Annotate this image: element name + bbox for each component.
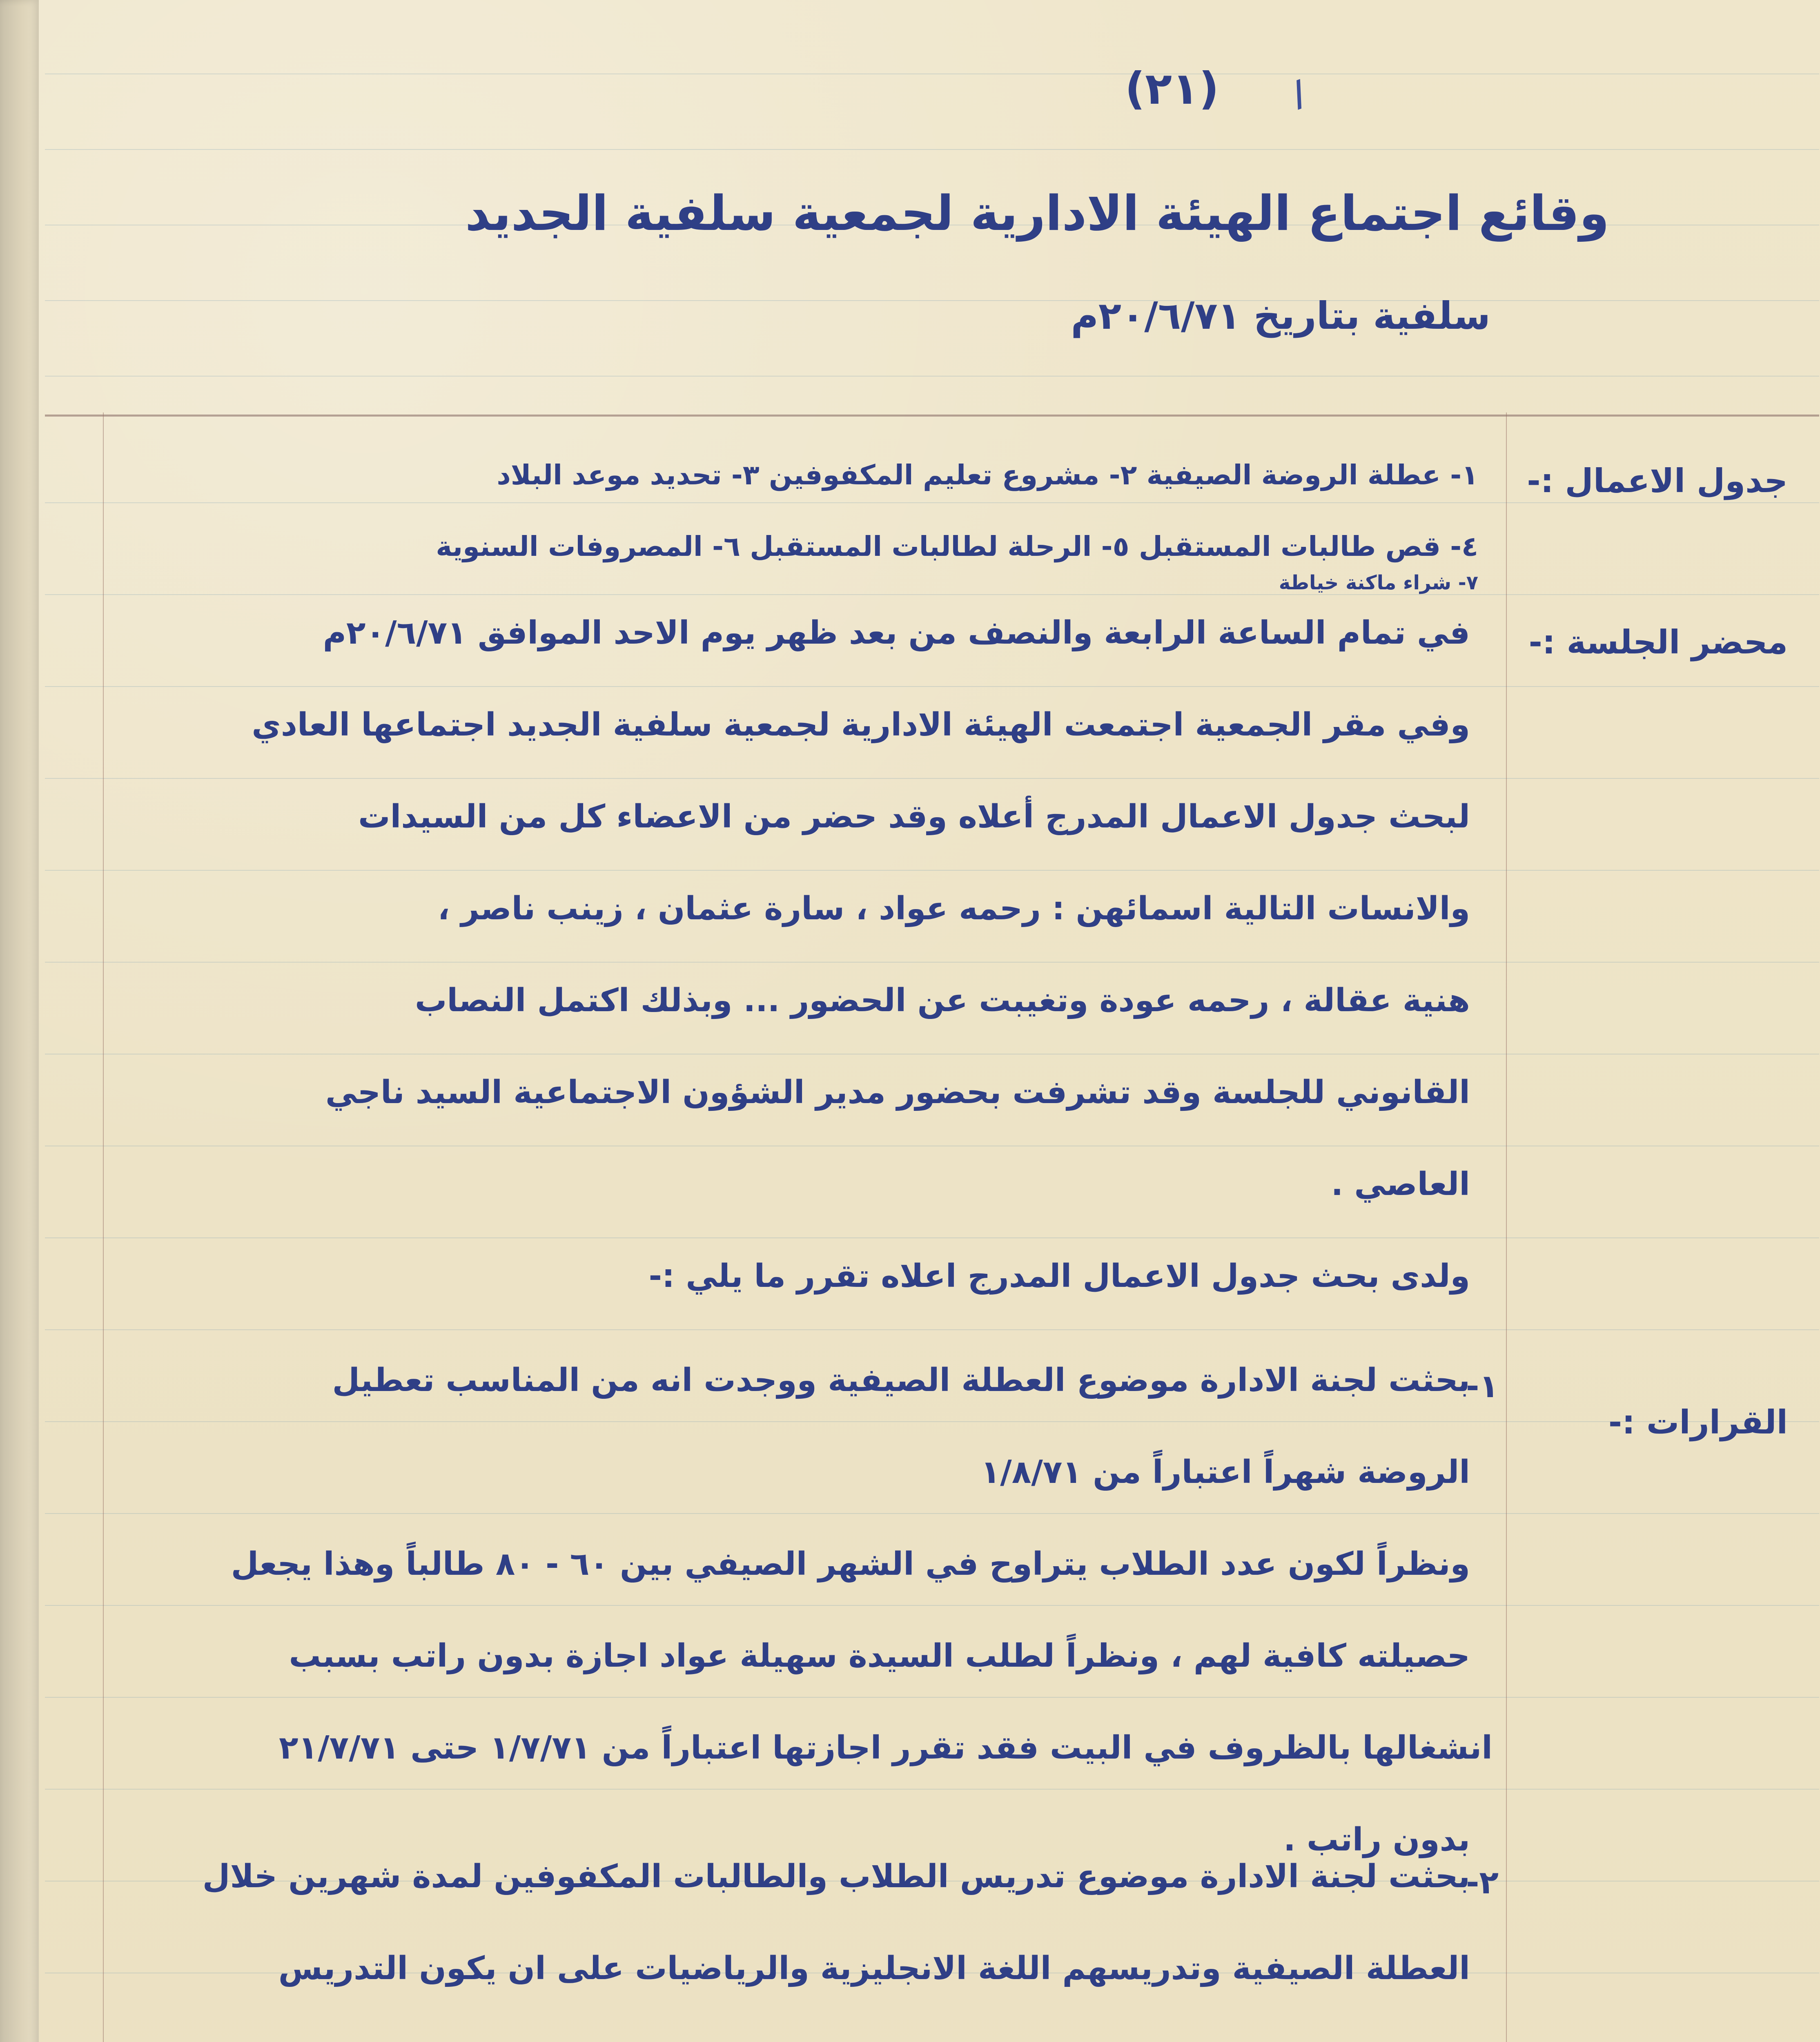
meeting-date: سلفية بتاريخ ٢٠/٦/٧١م — [1071, 294, 1490, 338]
ruled-line — [45, 962, 1819, 963]
ruled-line — [45, 149, 1819, 150]
ink-stroke-mark: / — [1286, 72, 1312, 115]
minutes-line: وفي مقر الجمعية اجتمعت الهيئة الادارية لجمعية سلفية الجديد اجتماعها العادي — [252, 707, 1470, 743]
decision-line: انشغالها بالظروف في البيت فقد تقرر اجازتها اعتباراً من ١/٧/٧١ حتى ٢١/٧/٧١ — [278, 1730, 1493, 1766]
ruled-line — [45, 300, 1819, 301]
decision-line: بدون راتب . — [1283, 1821, 1470, 1858]
right-margin-line — [1506, 412, 1507, 2042]
minutes-line: هنية عقالة ، رحمه عودة وتغيبت عن الحضور ... وبذلك اكتمل النصاب — [415, 982, 1470, 1019]
ruled-line — [45, 376, 1819, 377]
agenda-line: ٤- قص طالبات المستقبل ٥- الرحلة لطالبات المستقبل ٦- المصروفات السنوية — [436, 531, 1478, 562]
ruled-line — [45, 502, 1819, 503]
minutes-line: لبحث جدول الاعمال المدرج أعلاه وقد حضر من الاعضاء كل من السيدات — [358, 798, 1470, 835]
agenda-label: جدول الاعمال :- — [1527, 462, 1788, 500]
page-title: وقائع اجتماع الهيئة الادارية لجمعية سلفية الجديد — [465, 185, 1609, 241]
agenda-line: ٧- شراء ماكنة خياطة — [1279, 571, 1478, 594]
minutes-line: القانوني للجلسة وقد تشرفت بحضور مدير الشؤون الاجتماعية السيد ناجي — [325, 1074, 1470, 1111]
left-margin-line — [103, 412, 104, 2042]
decision-number-2: ٢- — [1466, 1864, 1499, 1901]
decision-line: بحثت لجنة الادارة موضوع العطلة الصيفية ووجدت انه من المناسب تعطيل — [332, 1362, 1470, 1399]
notebook-binding — [0, 0, 39, 2042]
agenda-line: ١- عطلة الروضة الصيفية ٢- مشروع تعليم المكفوفين ٣- تحديد موعد البلاد — [497, 459, 1478, 491]
ruled-line — [45, 1605, 1819, 1606]
decision-line: العطلة الصيفية وتدريسهم اللغة الانجليزية والرياضيات على ان يكون التدريس — [278, 1950, 1470, 1987]
decision-line: حصيلته كافية لهم ، ونظراً لطلب السيدة سهيلة عواد اجازة بدون راتب بسبب — [289, 1638, 1470, 1674]
ruled-line — [45, 1697, 1819, 1698]
minutes-line: العاصي . — [1331, 1166, 1470, 1203]
ruled-line — [45, 594, 1819, 595]
ruled-line — [45, 1237, 1819, 1238]
ruled-line — [45, 1789, 1819, 1790]
decision-line: الروضة شهراً اعتباراً من ١/٨/٧١ — [980, 1454, 1470, 1491]
decision-line: ونظراً لكون عدد الطلاب يتراوح في الشهر الصيفي بين ٦٠ - ٨٠ طالباً وهذا يجعل — [231, 1546, 1470, 1583]
ruled-line — [45, 686, 1819, 687]
ruled-line — [45, 778, 1819, 779]
minutes-line: ولدى بحث جدول الاعمال المدرج اعلاه تقرر ما يلي :- — [648, 1258, 1470, 1295]
minutes-line: في تمام الساعة الرابعة والنصف من بعد ظهر يوم الاحد الموافق ٢٠/٦/٧١م — [323, 615, 1470, 651]
decision-number-1: ١- — [1466, 1368, 1499, 1405]
ruled-line — [45, 1329, 1819, 1330]
decision-line: بحثت لجنة الادارة موضوع تدريس الطلاب والطالبات المكفوفين لمدة شهرين خلال — [202, 1858, 1470, 1895]
decisions-label: القرارات :- — [1608, 1403, 1788, 1441]
minutes-line: والانسات التالية اسمائهن : رحمه عواد ، سارة عثمان ، زينب ناصر ، — [437, 890, 1470, 927]
minutes-label: محضر الجلسة :- — [1528, 623, 1788, 661]
ruled-line — [45, 870, 1819, 871]
page-header-rule — [45, 415, 1819, 417]
page-number: (٢١) — [1125, 63, 1219, 114]
ruled-line — [45, 1513, 1819, 1514]
